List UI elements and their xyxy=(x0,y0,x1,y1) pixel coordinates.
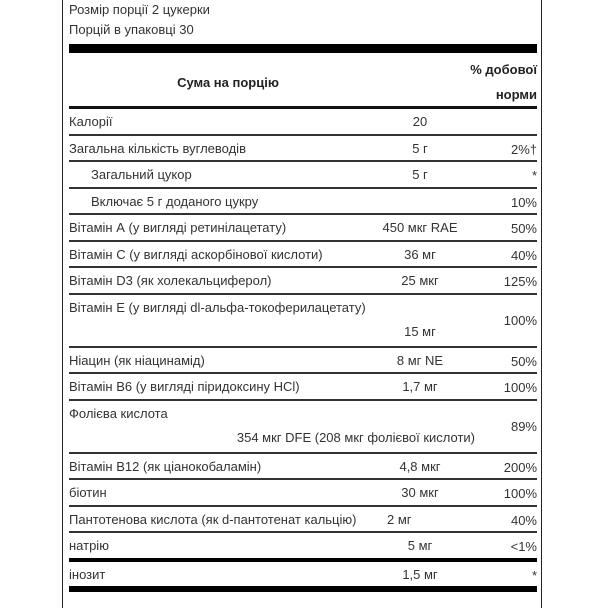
nutrition-facts-panel xyxy=(62,0,542,608)
nutrient-name: Включає 5 г доданого цукру xyxy=(91,193,259,209)
nutrient-amount: 30 мкг xyxy=(401,485,439,500)
table-row-niacin xyxy=(69,348,537,375)
table-header xyxy=(69,53,537,109)
nutrient-daily-value: 40% xyxy=(510,247,537,263)
serving-size: Розмір порції 2 цукерки xyxy=(69,2,210,17)
nutrient-amount: 2 мг xyxy=(387,511,412,527)
nutrient-amount: 4,8 мкг xyxy=(399,458,441,474)
nutrient-name: інозит xyxy=(69,566,106,582)
nutrient-name: Ніацин (як ніацинамід) xyxy=(69,352,205,368)
serving-info xyxy=(69,0,537,40)
nutrient-name: Вітамін B6 (у вигляді піридоксину HCl) xyxy=(69,379,300,394)
table-row-inositol xyxy=(69,562,537,593)
nutrient-name: Вітамін С (у вигляді аскорбінової кислоти) xyxy=(69,246,323,262)
nutrient-amount: 8 мг NE xyxy=(396,352,444,368)
nutrient-amount: 36 мг xyxy=(404,246,436,262)
table-row-vitamin-a xyxy=(69,215,537,242)
table-row-pantothenic-acid xyxy=(69,507,537,534)
nutrient-daily-value: 2%† xyxy=(510,141,537,157)
nutrient-daily-value: * xyxy=(531,567,537,583)
nutrient-amount: 5 мг xyxy=(407,538,433,553)
table-row-total-sugars xyxy=(69,162,537,189)
table-row-vitamin-c xyxy=(69,242,537,269)
nutrient-name: Загальна кількість вуглеводів xyxy=(69,140,246,156)
nutrient-daily-value: 50% xyxy=(510,353,537,369)
table-row-biotin xyxy=(69,480,537,507)
nutrient-name: Вітамін D3 (як холекальциферол) xyxy=(69,273,272,288)
table-row-sodium xyxy=(69,533,537,562)
nutrient-name: Калорії xyxy=(69,114,113,129)
nutrient-amount: 354 мкг DFE (208 мкг фолієвої кислоти) xyxy=(236,429,475,445)
nutrient-amount: 1,7 мг xyxy=(402,379,438,394)
nutrient-daily-value: 100% xyxy=(503,312,537,328)
nutrient-name: Вітамін А (у вигляді ретинілацетату) xyxy=(69,220,287,235)
nutrient-name: Вітамін Е (у вигляді dl-альфа-токоферилацетату) xyxy=(69,299,366,315)
table-row-folic-acid xyxy=(69,401,537,454)
servings-per-container: Порцій в упаковці 30 xyxy=(69,22,194,37)
nutrient-name: Пантотенова кислота (як d-пантотенат кальцію) xyxy=(69,511,357,527)
table-row-carbohydrates xyxy=(69,136,537,163)
nutrient-amount: 25 мкг xyxy=(401,273,439,288)
nutrient-name: Вітамін B12 (як ціанокобаламін) xyxy=(69,458,262,474)
table-row-vitamin-e xyxy=(69,295,537,348)
nutrient-daily-value: 50% xyxy=(510,221,537,236)
nutrient-amount: 5 г xyxy=(412,140,428,156)
table-row-vitamin-b12 xyxy=(69,454,537,481)
nutrition-table xyxy=(69,0,537,592)
nutrient-daily-value: 89% xyxy=(510,418,537,434)
nutrient-daily-value: 125% xyxy=(503,274,537,289)
table-row-calories xyxy=(69,109,537,136)
table-row-added-sugars xyxy=(69,189,537,216)
nutrient-amount: 1,5 мг xyxy=(402,566,438,582)
nutrient-daily-value: 100% xyxy=(503,380,537,395)
nutrient-daily-value: 200% xyxy=(503,459,537,475)
nutrient-name: Загальний цукор xyxy=(91,167,192,182)
daily-value-heading-line2: норми xyxy=(495,87,537,102)
divider-thick xyxy=(69,44,537,53)
nutrient-daily-value: <1% xyxy=(510,539,537,554)
nutrient-name: натрію xyxy=(69,538,109,553)
nutrient-amount: 15 мг xyxy=(404,323,436,339)
table-row-vitamin-d3 xyxy=(69,268,537,295)
table-row-vitamin-b6 xyxy=(69,374,537,401)
nutrient-daily-value: * xyxy=(531,168,537,183)
nutrient-daily-value: 40% xyxy=(510,512,537,528)
nutrient-amount: 20 xyxy=(412,114,428,129)
nutrient-name: Фолієва кислота xyxy=(69,405,168,421)
nutrient-name: біотин xyxy=(69,485,107,500)
daily-value-heading-line1: % добової xyxy=(470,62,537,77)
nutrient-amount: 5 г xyxy=(412,167,428,182)
nutrient-daily-value: 10% xyxy=(510,194,537,210)
amount-per-serving-heading: Сума на порцію xyxy=(177,75,279,90)
nutrient-daily-value: 100% xyxy=(503,486,537,501)
nutrient-amount: 450 мкг RAE xyxy=(382,220,458,235)
